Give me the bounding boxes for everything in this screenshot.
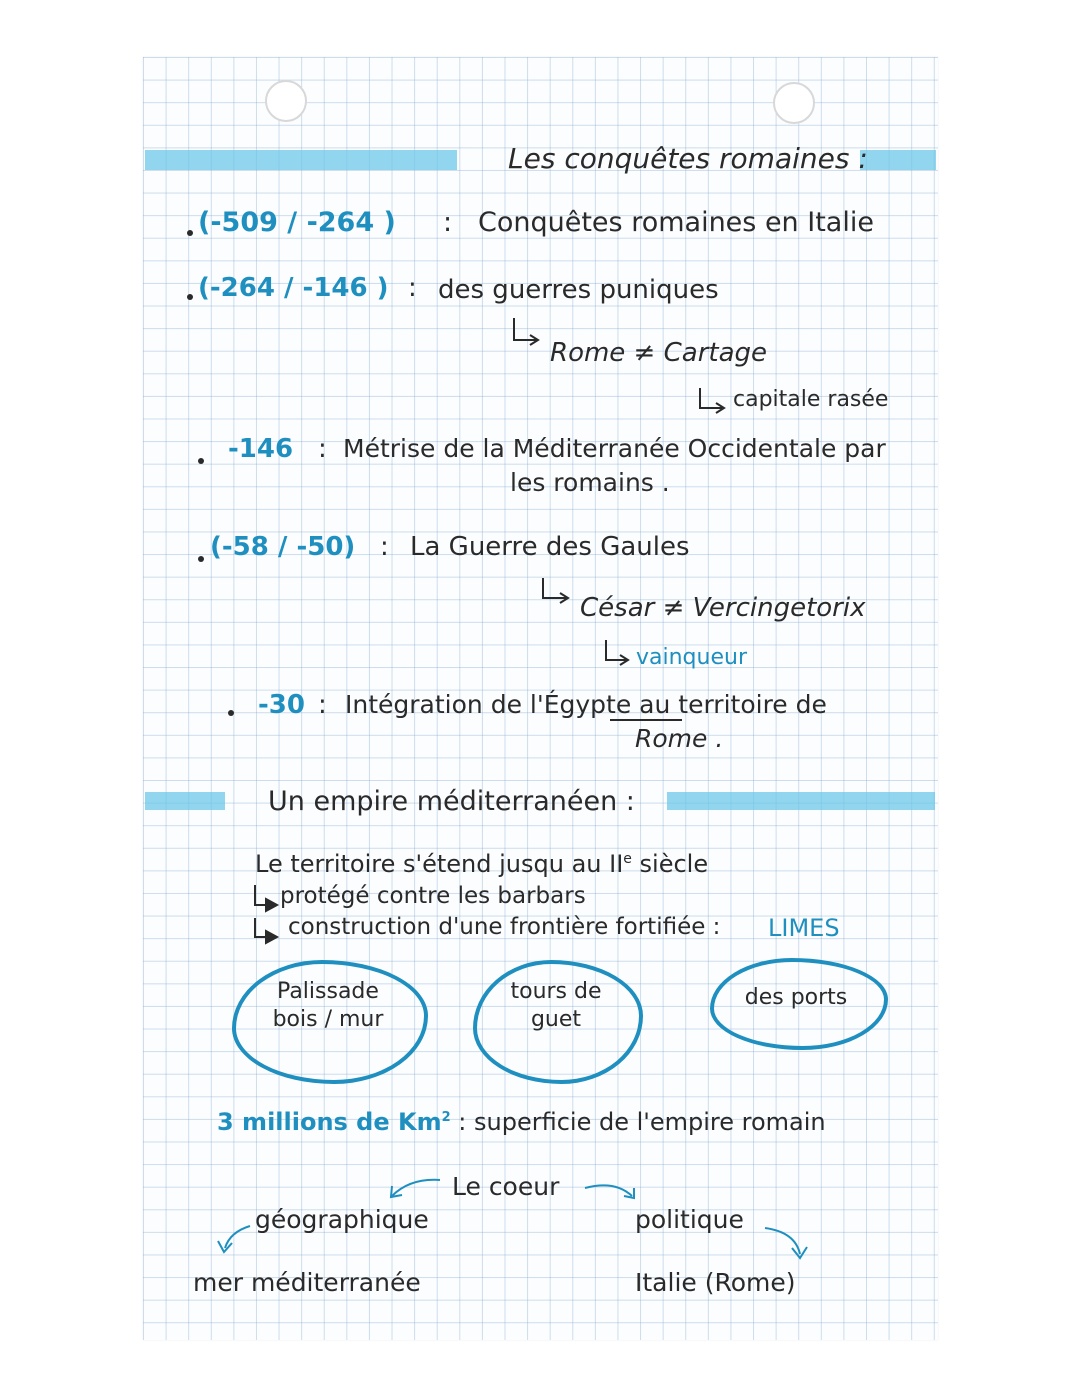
cloud-tours-text <box>478 978 634 1034</box>
timeline-sep-5: : <box>318 690 327 720</box>
cloud-tours-line1: tours de <box>510 979 602 1004</box>
capitale-rasee: capitale rasée <box>733 387 889 412</box>
timeline-date-4: (-58 / -50) <box>210 532 356 562</box>
cloud-palissade-line2: bois / mur <box>272 1007 384 1032</box>
timeline-sep-1: : <box>443 207 453 238</box>
timeline-text-4: La Guerre des Gaules <box>410 532 690 562</box>
area-sup: 2 <box>441 1110 451 1125</box>
territory-text: Le territoire s'étend jusqu au II <box>255 850 624 878</box>
timeline-text-5: Intégration de l'Égypte au territoire de <box>345 690 827 719</box>
coeur-left-label: géographique <box>255 1205 429 1234</box>
coeur-right-value: Italie (Rome) <box>635 1268 796 1297</box>
sub-point-1: protégé contre les barbars <box>280 883 586 909</box>
timeline-date-5: -30 <box>258 690 305 720</box>
bullet-3 <box>198 458 204 464</box>
timeline-text-3-cont: les romains . <box>510 468 670 497</box>
limes-label: LIMES <box>768 914 840 942</box>
timeline-sep-4: : <box>380 532 389 562</box>
rome-vs-cartage: Rome ≠ Cartage <box>550 338 768 368</box>
timeline-text-3: Métrise de la Méditerranée Occidentale par <box>343 434 886 463</box>
bullet-1 <box>187 230 193 236</box>
cloud-palissade-text <box>240 978 416 1034</box>
cloud-ports-line1: des ports <box>744 985 848 1010</box>
coeur-right-label: politique <box>635 1205 744 1234</box>
coeur-left-value: mer méditerranée <box>193 1268 421 1297</box>
territory-end: siècle <box>639 850 709 878</box>
cloud-tours-line2: guet <box>530 1007 582 1032</box>
area-value: 3 millions de Km <box>217 1108 442 1136</box>
title-highlight-left <box>145 150 457 170</box>
bullet-5 <box>228 710 234 716</box>
area-text: : superficie de l'empire romain <box>458 1108 826 1136</box>
timeline-text-2: des guerres puniques <box>438 275 719 305</box>
section2-highlight-left <box>145 792 225 810</box>
section2-highlight-right <box>667 792 935 810</box>
area-line <box>217 1108 826 1136</box>
vainqueur: vainqueur <box>636 645 747 670</box>
timeline-date-1: (-509 / -264 ) <box>198 207 396 238</box>
bullet-2 <box>187 294 193 300</box>
territory-line <box>255 850 708 878</box>
bullet-4 <box>198 556 204 562</box>
timeline-text-5-cont: Rome . <box>635 724 724 753</box>
timeline-date-2: (-264 / -146 ) <box>198 273 389 303</box>
punch-hole-right <box>773 82 815 124</box>
title-highlight-right <box>860 150 936 170</box>
section2-title: Un empire méditerranéen : <box>268 786 635 817</box>
cesar-vs-vercingetorix: César ≠ Vercingetorix <box>580 593 866 623</box>
cloud-ports-text <box>716 984 876 1012</box>
punch-hole-left <box>265 80 307 122</box>
territory-sup: e <box>623 851 632 867</box>
timeline-date-3: -146 <box>228 434 294 464</box>
page-title: Les conquêtes romaines : <box>508 142 868 175</box>
cloud-palissade-line1: Palissade <box>277 979 379 1004</box>
sub-point-2: construction d'une frontière fortifiée : <box>288 914 721 940</box>
coeur-label: Le coeur <box>452 1172 560 1201</box>
timeline-sep-2: : <box>408 273 417 303</box>
timeline-sep-3: : <box>318 434 327 464</box>
timeline-text-1: Conquêtes romaines en Italie <box>478 207 874 238</box>
